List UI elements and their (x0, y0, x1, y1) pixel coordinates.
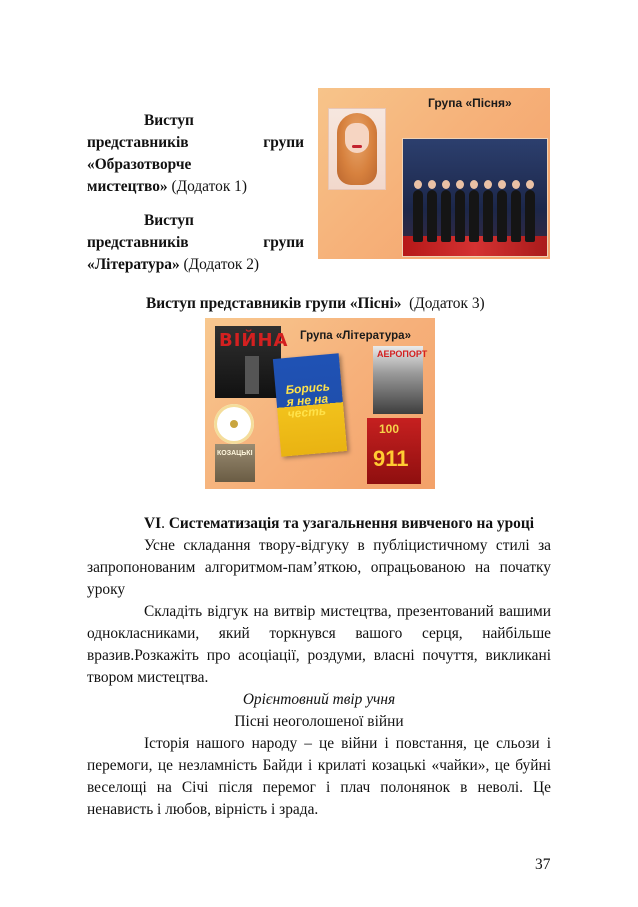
literature-group-block (87, 210, 304, 276)
art-group-block (87, 110, 304, 198)
book-kozatski-image: КОЗАЦЬКІ (215, 444, 255, 482)
art-group-line1: Виступ (144, 112, 194, 129)
essay-label: Орієнтовний твір учня (242, 691, 396, 708)
lesson-text (87, 513, 551, 821)
section-heading: VI. Систематизація та узагальнення вивченого на уроці (144, 515, 535, 532)
disk-image (214, 404, 254, 444)
literature-group-line3: «Література» (Додаток 2) (87, 256, 260, 273)
literature-group-line1: Виступ (144, 212, 194, 229)
literature-group-slide (205, 318, 435, 489)
song-group-slide-title: Група «Пісня» (428, 96, 512, 110)
songs-group-heading: Виступ представників групи «Пісні» (Додаток 3) (146, 295, 485, 312)
book-borys-image: Борись я не на честь (273, 353, 347, 456)
page-number: 37 (535, 856, 551, 873)
art-group-line3: «Образотворче (87, 156, 192, 173)
art-group-line4: мистецтво» (Додаток 1) (87, 178, 247, 195)
art-group-line2: представників групи (87, 134, 304, 151)
book-aeroport-image: АЕРОПОРТ (373, 346, 423, 414)
literature-group-slide-title: Група «Література» (300, 330, 411, 342)
book-911-image: 100 911 (367, 418, 421, 484)
singer-portrait-image (328, 108, 386, 190)
essay-title: Пісні неоголошеної війни (234, 713, 404, 730)
choir-photo-image (402, 138, 548, 257)
literature-group-line2: представників групи (87, 234, 304, 251)
paragraph-2: Складіть відгук на витвір мистецтва, презентований вашими однокласниками, який торкнувся вашого серця, найбільше вразив.Розкажіть про асоціації, роздуми, власні почуття, викликані твором мистецтва. (87, 603, 551, 686)
book-vina-image: ВІЙНА (215, 326, 281, 398)
paragraph-1: Усне складання твору-відгуку в публіцистичному стилі за запропонованим алгоритмом-пам’яткою, опрацьованою на початку уроку (87, 537, 551, 598)
essay-text: Історія нашого народу – це війни і повстання, це сльози і перемоги, це незламність Байди і крилаті козацькі «чайки», це буйні веселощі на Січі після перемог і плач полонянок в неволі. Це ненависть і любов, вірність і зрада. (87, 735, 551, 818)
song-group-slide (318, 88, 550, 259)
